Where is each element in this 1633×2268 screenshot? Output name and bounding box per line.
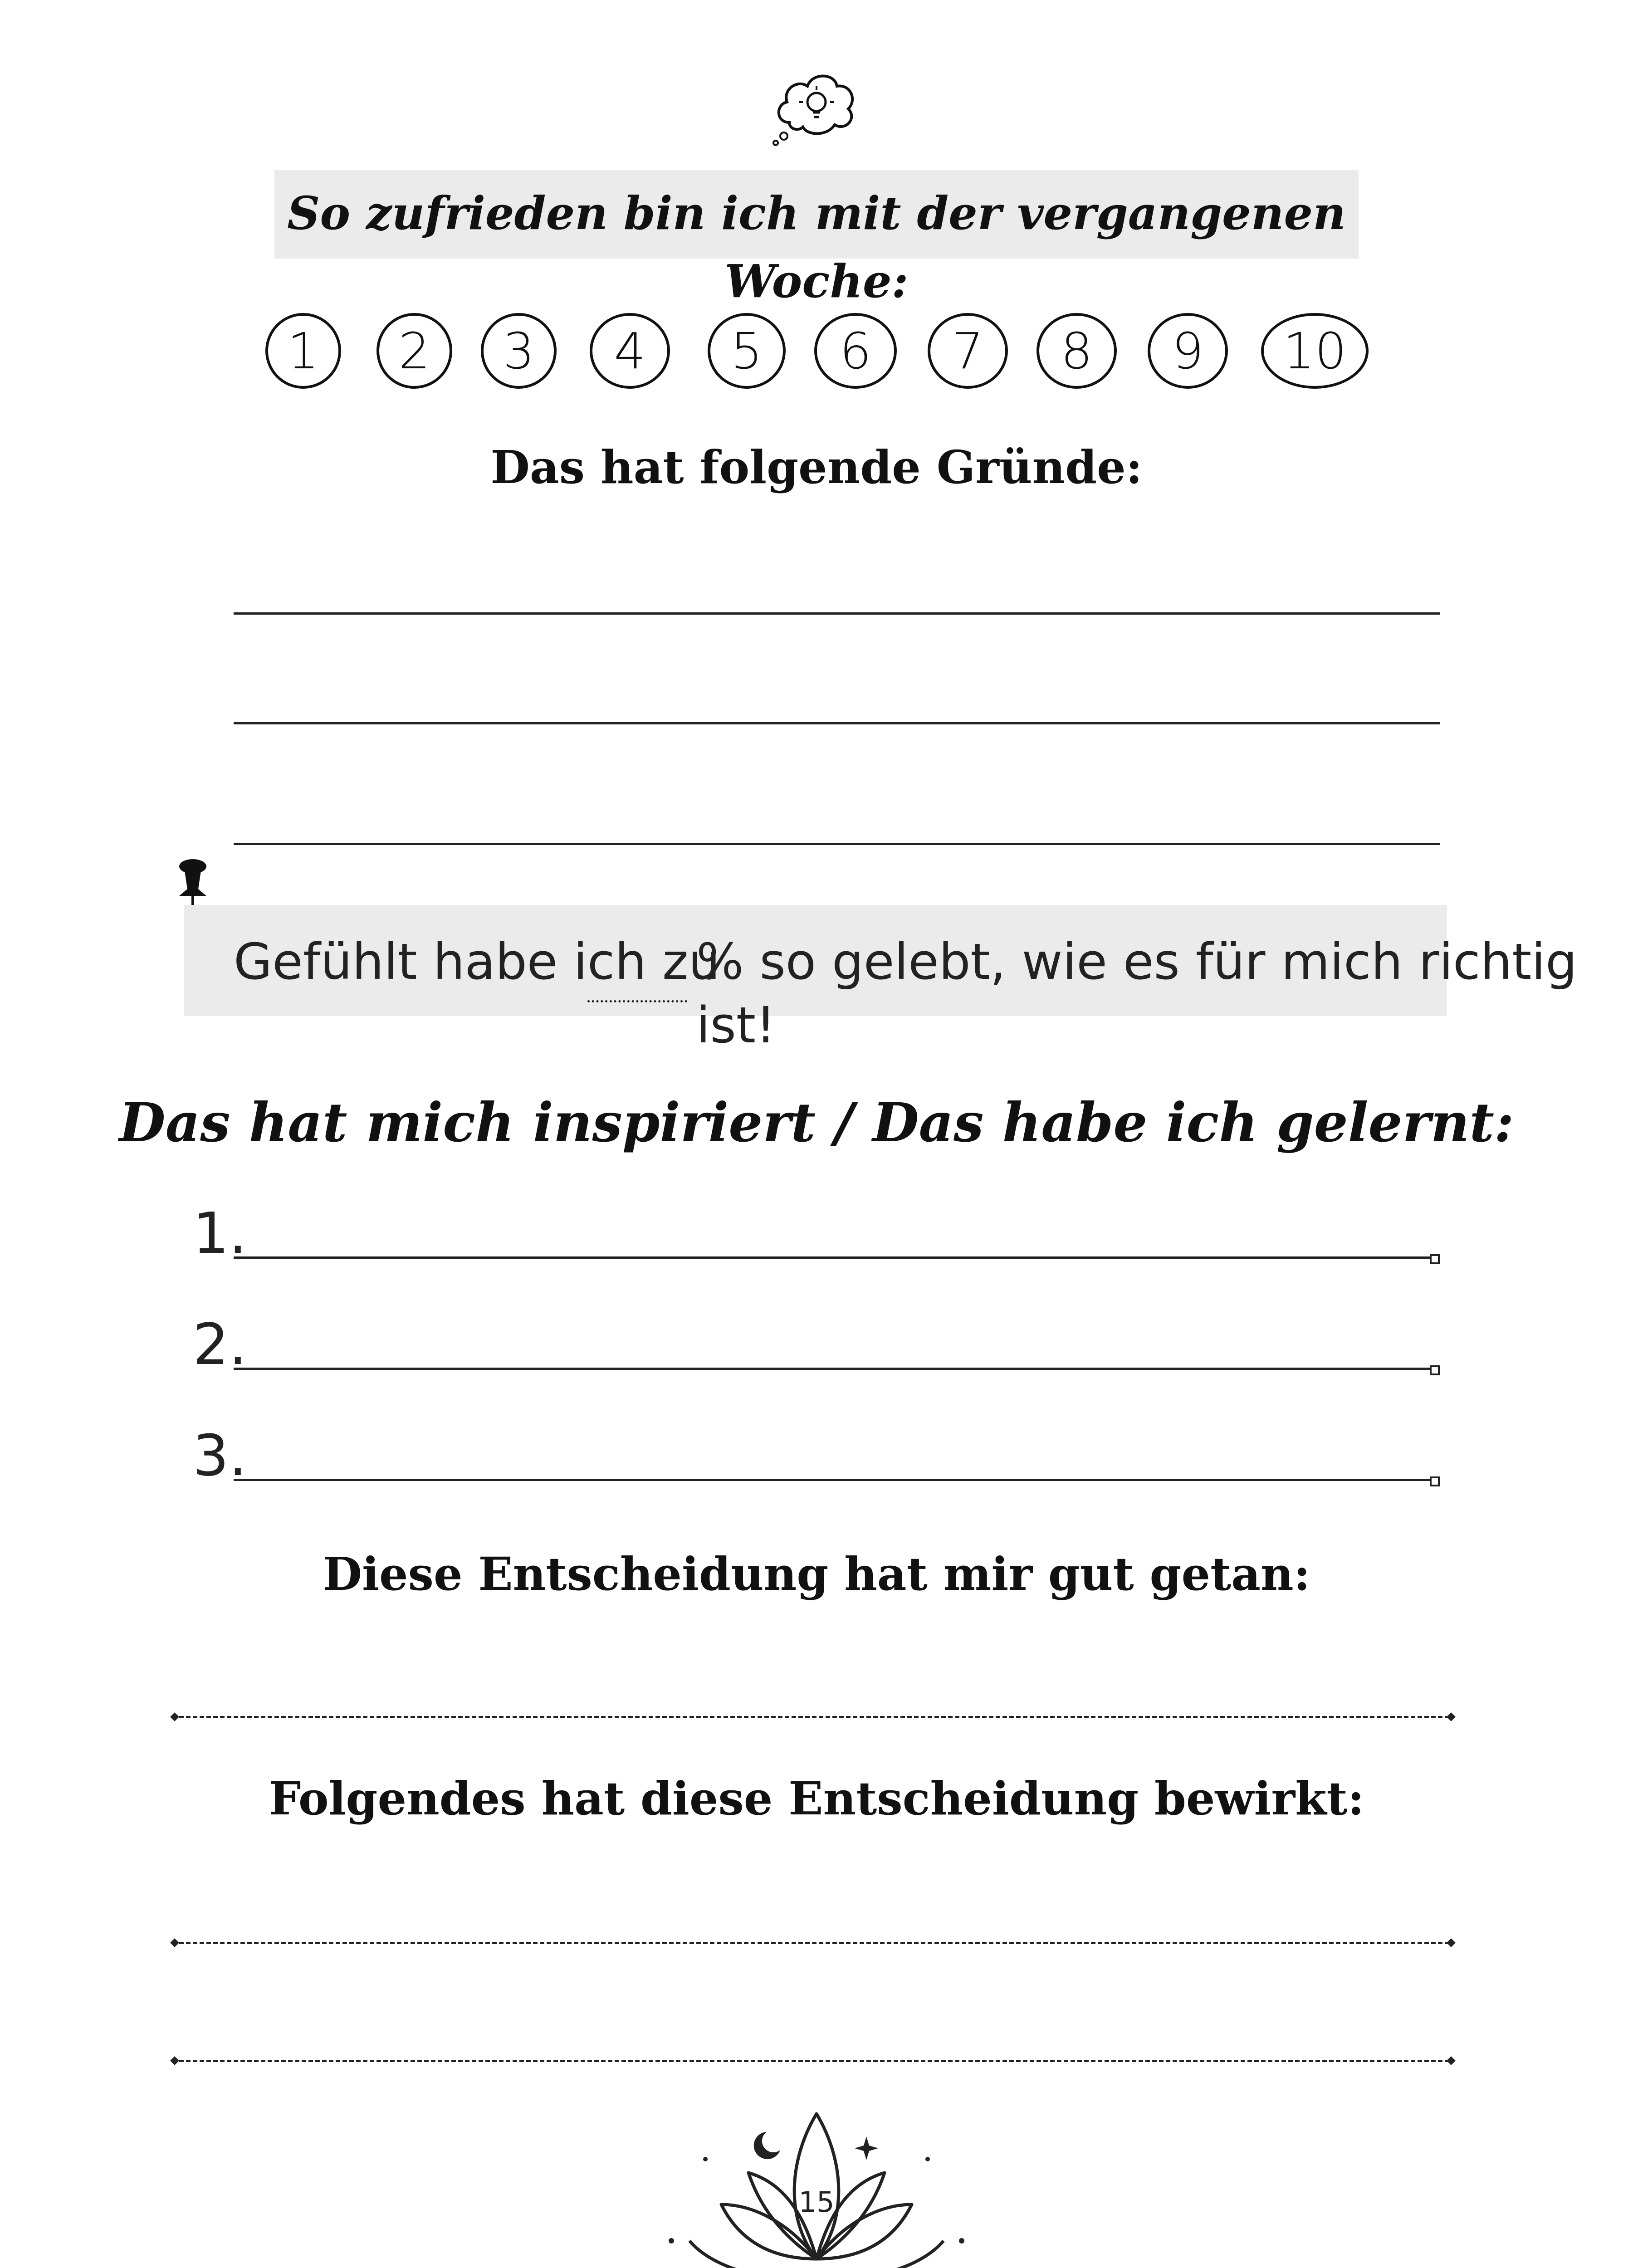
effect-line-1-end xyxy=(1447,1938,1456,1947)
effect-heading: Folgendes hat diese Entscheidung bewirkt: xyxy=(269,1772,1364,1825)
rating-5[interactable]: 5 xyxy=(708,313,786,389)
page-number: 15 xyxy=(798,2185,835,2219)
rating-10[interactable]: 10 xyxy=(1261,313,1369,389)
effect-line-2-start xyxy=(170,2056,179,2065)
decision-line-start xyxy=(170,1712,179,1721)
inspired-line-2[interactable] xyxy=(234,1368,1431,1370)
decision-line-end xyxy=(1447,1712,1456,1721)
lightbulb-thought-icon xyxy=(771,68,862,150)
rating-2[interactable]: 2 xyxy=(376,313,452,389)
inspired-line-2-end xyxy=(1430,1365,1440,1375)
effect-line-2[interactable] xyxy=(179,2060,1449,2062)
rating-4[interactable]: 4 xyxy=(590,313,670,389)
effect-line-1[interactable] xyxy=(179,1942,1449,1944)
percent-input[interactable] xyxy=(587,1000,687,1002)
effect-line-1-start xyxy=(170,1938,179,1947)
inspired-line-3[interactable] xyxy=(234,1479,1431,1481)
inspired-line-3-end xyxy=(1430,1476,1440,1486)
rating-3[interactable]: 3 xyxy=(481,313,557,389)
inspired-number-1: 1. xyxy=(193,1201,247,1266)
inspired-heading: Das hat mich inspiriert / Das habe ich gelernt: xyxy=(119,1091,1514,1154)
effect-line-2-end xyxy=(1447,2056,1456,2065)
inspired-line-1-end xyxy=(1430,1254,1440,1264)
reason-line-1[interactable] xyxy=(234,612,1440,615)
rating-8[interactable]: 8 xyxy=(1037,313,1117,389)
reason-line-3[interactable] xyxy=(234,843,1440,845)
rating-7[interactable]: 7 xyxy=(928,313,1008,389)
rating-6[interactable]: 6 xyxy=(814,313,897,389)
decision-line[interactable] xyxy=(179,1716,1449,1718)
reasons-heading: Das hat folgende Gründe: xyxy=(490,440,1143,494)
inspired-number-2: 2. xyxy=(193,1312,247,1378)
rating-9[interactable]: 9 xyxy=(1148,313,1228,389)
decision-heading: Diese Entscheidung hat mir gut getan: xyxy=(323,1547,1310,1601)
rating-1[interactable]: 1 xyxy=(265,313,341,389)
lived-text-after: % so gelebt, wie es für mich richtig ist! xyxy=(696,933,1577,1054)
lived-text-before: Gefühlt habe ich zu xyxy=(234,933,720,991)
inspired-number-3: 3. xyxy=(193,1423,247,1489)
inspired-line-1[interactable] xyxy=(234,1256,1431,1259)
reason-line-2[interactable] xyxy=(234,722,1440,724)
satisfaction-title: So zufrieden bin ich mit der vergangenen Woche: xyxy=(287,186,1346,308)
